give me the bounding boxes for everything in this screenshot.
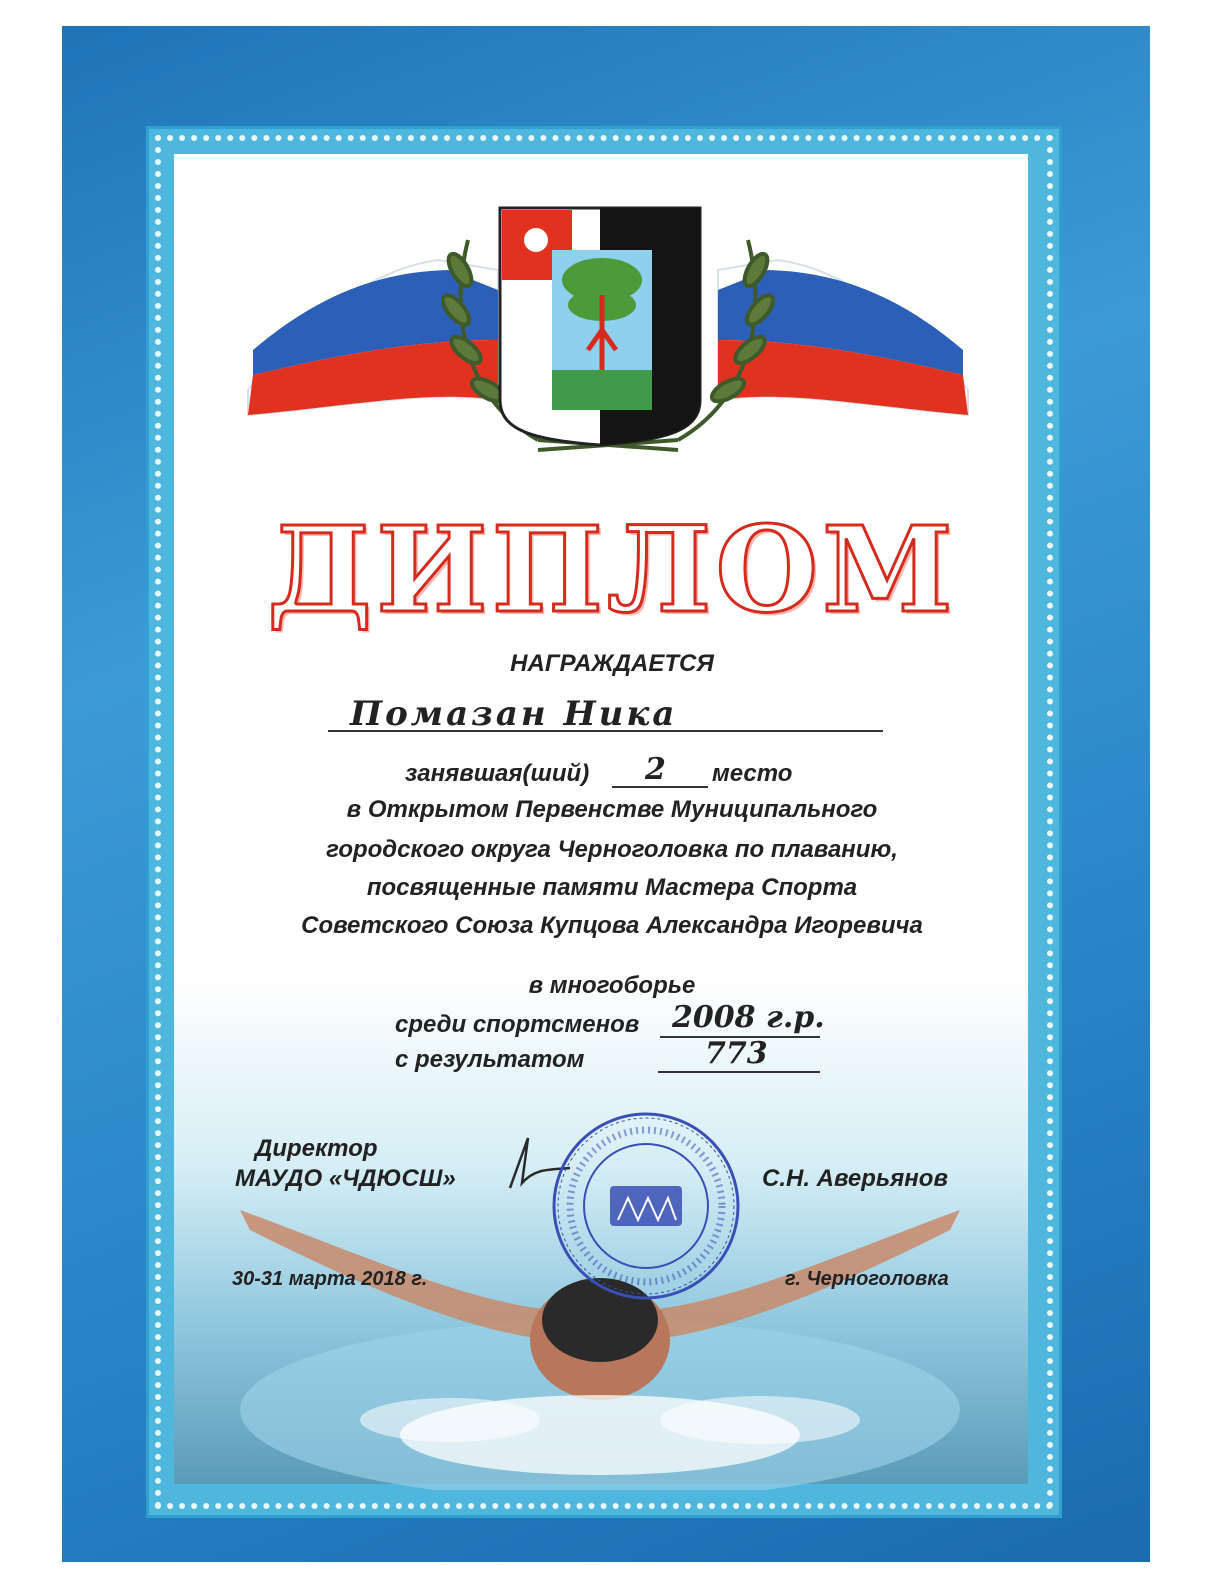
event-line-3: посвященные памяти Мастера Спорта — [366, 874, 858, 901]
discipline: в многоборье — [528, 972, 696, 999]
category-value: 2008 г.р. — [672, 1000, 825, 1035]
result-label: с результатом — [395, 1046, 585, 1073]
coat-of-arms-icon — [500, 208, 700, 445]
event-line-1: в Открытом Первенстве Муниципального — [346, 796, 878, 823]
recipient-name: Помазан Ника — [350, 694, 678, 734]
diploma-title: ДИПЛОМ — [267, 500, 957, 639]
official-stamp — [548, 1108, 744, 1304]
signature-title-1: Директор — [255, 1135, 378, 1162]
event-line-2: городского округа Черноголовка по плаванию, — [326, 836, 898, 863]
signature-name: С.Н. Аверьянов — [762, 1165, 948, 1192]
result-line — [658, 1071, 820, 1073]
event-line-4: Советского Союза Купцова Александра Игоревича — [301, 912, 923, 939]
awarded-heading: НАГРАЖДАЕТСЯ — [510, 650, 714, 677]
place-value: 2 — [645, 752, 666, 787]
signature-title-2: МАУДО «ЧДЮСШ» — [235, 1165, 456, 1192]
event-city: г. Черноголовка — [785, 1268, 949, 1290]
place-prefix: занявшая(ший) — [405, 760, 590, 787]
place-suffix: место — [712, 760, 793, 787]
event-date: 30-31 марта 2018 г. — [232, 1268, 428, 1290]
result-value: 773 — [705, 1036, 768, 1071]
category-label: среди спортсменов — [395, 1011, 640, 1038]
emblem-group — [238, 200, 978, 470]
